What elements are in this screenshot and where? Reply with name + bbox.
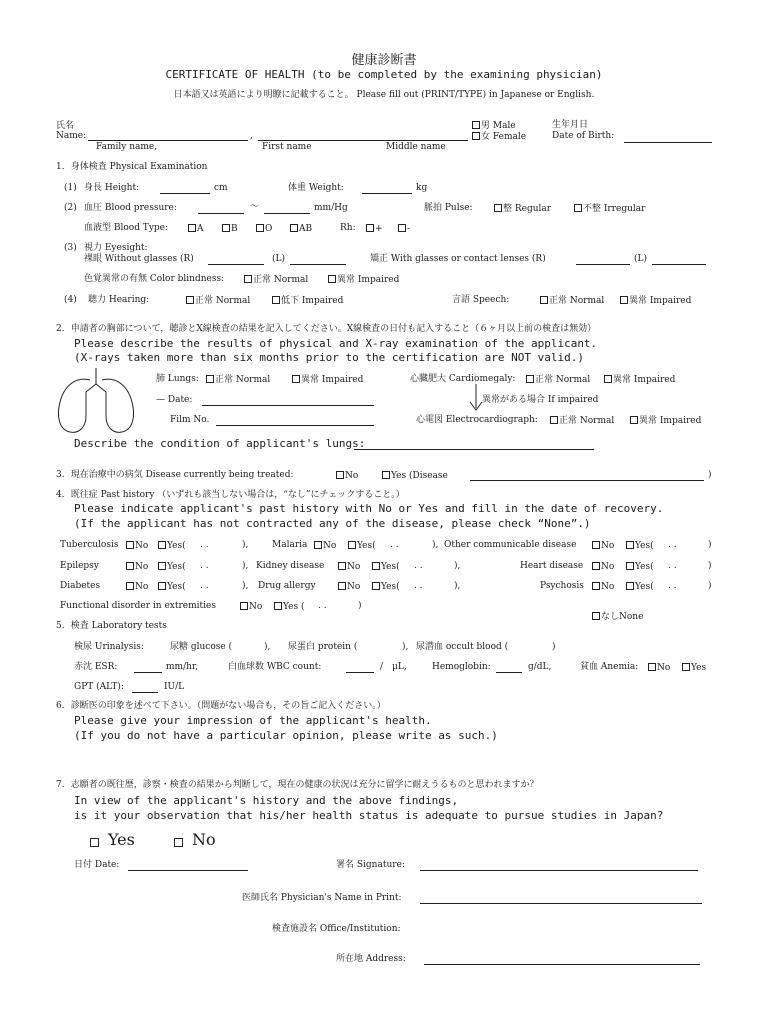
instruction-text: 日本語又は英語により明瞭に記載すること。 Please fill out (PRINT/TYPE) in Japanese or English. <box>173 90 595 100</box>
item-number: (1) <box>64 183 77 193</box>
epilepsy-no-option[interactable]: No <box>126 562 148 572</box>
family-name-field[interactable] <box>88 140 248 141</box>
paren: ) <box>708 581 712 591</box>
checkbox[interactable] <box>272 296 280 304</box>
psychosis-yes-option[interactable]: Yes( <box>626 582 654 592</box>
name-label-en: Name: <box>56 131 87 141</box>
adequate-yes-label: Yes <box>108 830 135 849</box>
paren: ), <box>402 642 409 652</box>
glucose-label: 尿糖 glucose ( <box>170 642 233 652</box>
color-normal-option[interactable]: 正常 Normal <box>244 275 308 285</box>
checkbox[interactable] <box>274 602 282 610</box>
checkbox[interactable] <box>292 375 300 383</box>
psychosis-no-option[interactable]: No <box>592 582 614 592</box>
date-label: 日付 Date: <box>74 860 120 870</box>
date-field[interactable] <box>128 870 248 871</box>
esr-label: 赤沈 ESR: <box>74 662 118 672</box>
family-name-caption: Family name, <box>96 142 158 152</box>
ecg-impaired-option[interactable]: 異常 Impaired <box>630 416 701 426</box>
checkbox[interactable] <box>604 375 612 383</box>
speech-normal-option[interactable]: 正常 Normal <box>540 296 604 306</box>
checkbox[interactable] <box>222 224 230 232</box>
checkbox[interactable] <box>244 275 252 283</box>
address-field[interactable] <box>424 964 700 965</box>
ul-unit: μL, <box>392 662 407 672</box>
disease-name-field[interactable] <box>470 480 704 481</box>
rh-minus-option[interactable]: - <box>398 224 410 234</box>
other-disease-label: Other communicable disease <box>444 540 577 550</box>
section2-note: (X-rays taken more than six months prior to the certification are NOT valid.) <box>74 351 584 364</box>
heart-no-option[interactable]: No <box>592 562 614 572</box>
checkbox[interactable] <box>366 224 374 232</box>
paren: ), <box>242 561 249 571</box>
checkbox[interactable] <box>158 541 166 549</box>
if-impaired-label: 異常がある場合 If impaired <box>482 395 599 405</box>
date-dots: . . <box>200 540 209 550</box>
section2-instruction: Please describe the results of physical and X-ray examination of the applicant. <box>74 337 598 350</box>
first-middle-name-field[interactable] <box>258 140 468 141</box>
checkbox[interactable] <box>348 541 356 549</box>
wbc-label: 白血球数 WBC count: <box>228 662 322 672</box>
anemia-yes-option[interactable]: Yes <box>682 663 706 673</box>
section4-instruction: Please indicate applicant's past history with No or Yes and fill in the date of recovery. <box>74 502 664 515</box>
lungs-impaired-option[interactable]: 異常 Impaired <box>292 375 363 385</box>
cardio-normal-option[interactable]: 正常 Normal <box>526 375 590 385</box>
checkbox[interactable] <box>626 582 634 590</box>
kidney-label: Kidney disease <box>256 561 325 571</box>
film-no-field[interactable] <box>216 425 374 426</box>
pulse-label: 脈拍 Pulse: <box>424 203 473 213</box>
address-label: 所在地 Address: <box>336 954 406 964</box>
date-dots: . . <box>668 540 677 550</box>
checkbox[interactable] <box>382 471 390 479</box>
checkbox[interactable] <box>372 562 380 570</box>
item-number: (4) <box>64 295 77 305</box>
checkbox[interactable] <box>592 541 600 549</box>
title-jp: 健康診断書 <box>351 53 417 68</box>
height-label: 身長 Height: <box>84 183 140 193</box>
drug-allergy-label: Drug allergy <box>258 581 316 591</box>
color-impaired-option[interactable]: 異常 Impaired <box>328 275 399 285</box>
functional-label: Functional disorder in extremities <box>60 601 216 611</box>
checkbox[interactable] <box>256 224 264 232</box>
checkbox[interactable] <box>206 375 214 383</box>
paren: ), <box>242 581 249 591</box>
corrected-right-field[interactable] <box>576 264 630 265</box>
psychosis-label: Psychosis <box>540 581 584 591</box>
paren: ) <box>708 561 712 571</box>
kg-unit: kg <box>416 183 428 193</box>
item-number: (2) <box>64 203 77 213</box>
drug-yes-option[interactable]: Yes( <box>372 582 400 592</box>
disease-yes-option[interactable]: Yes (Disease <box>382 471 448 481</box>
bp-diastolic-field[interactable] <box>264 213 310 214</box>
section6-instruction: Please give your impression of the applicant's health. <box>74 714 432 727</box>
checkbox[interactable] <box>648 663 656 671</box>
diabetes-no-option[interactable]: No <box>126 582 148 592</box>
checkbox[interactable] <box>186 296 194 304</box>
hemoglobin-field[interactable] <box>496 672 522 673</box>
checkbox[interactable] <box>626 541 634 549</box>
date-dots: . . <box>390 540 399 550</box>
functional-yes-option[interactable]: Yes ( <box>274 602 304 612</box>
section3-title: 3．現在治療中の病気 Disease currently being treated: <box>56 470 294 480</box>
hearing-normal-option[interactable]: 正常 Normal <box>186 296 250 306</box>
first-name-caption: First name <box>262 142 312 152</box>
male-checkbox[interactable] <box>472 121 480 129</box>
middle-name-caption: Middle name <box>386 142 446 152</box>
tb-no-option[interactable]: No <box>126 541 148 551</box>
physician-name-field[interactable] <box>420 903 702 904</box>
section2-title-jp: 2．申請者の胸部について，聴診とX線検査の結果を記入してください。X線検査の日付も記入すること（６ヶ月以上前の検査は無効） <box>56 324 597 334</box>
weight-label: 体重 Weight: <box>288 183 344 193</box>
naked-eye-label: 裸眼 Without glasses (R) <box>84 254 194 264</box>
cardiomegaly-label: 心臓肥大 Cardiomegaly: <box>410 374 516 384</box>
dob-label-jp: 生年月日 <box>552 120 589 130</box>
blood-b-option[interactable]: B <box>222 224 238 234</box>
section6-title-jp: 6．診断医の印象を述べて下さい。（問題がない場合も，その旨ご記入ください。） <box>56 701 386 711</box>
epilepsy-yes-option[interactable]: Yes( <box>158 562 186 572</box>
drug-no-option[interactable]: No <box>338 582 360 592</box>
checkbox[interactable] <box>592 612 600 620</box>
checkbox[interactable] <box>372 582 380 590</box>
checkbox[interactable] <box>630 416 638 424</box>
female-option[interactable]: 女 Female <box>472 132 526 142</box>
other-no-option[interactable]: No <box>592 541 614 551</box>
paren: ), <box>454 581 461 591</box>
signature-label: 署名 Signature: <box>336 860 405 870</box>
checkbox[interactable] <box>398 224 406 232</box>
date-dots: . . <box>668 581 677 591</box>
checkbox[interactable] <box>240 602 248 610</box>
section7-title-jp: 7．志願者の既往歴，診察・検査の結果から判断して，現在の健康の状況は充分に留学に耐えうるものと思われますか？ <box>56 780 539 790</box>
checkbox[interactable] <box>336 471 344 479</box>
section4-title-jp: 4．既往症 Past history （いずれも該当しない場合は，“なし”にチェックすること。） <box>56 490 405 500</box>
ecg-label: 心電図 Electrocardiograph: <box>416 415 538 425</box>
date-dots: . . <box>200 561 209 571</box>
height-field[interactable] <box>160 193 210 194</box>
corrected-label: 矯正 With glasses or contact lenses (R) <box>370 254 546 264</box>
checkbox[interactable] <box>626 562 634 570</box>
institution-label: 検査施設名 Office/Institution: <box>272 924 401 934</box>
naked-right-field[interactable] <box>208 264 264 265</box>
mmhg-unit: mm/Hg <box>314 203 348 213</box>
color-blindness-label: 色覚異常の有無 Color blindness: <box>84 274 225 284</box>
section1-title: 1．身体検査 Physical Examination <box>56 162 208 172</box>
paren: ) <box>708 470 712 480</box>
tilde: ～ <box>250 202 260 212</box>
blood-a-option[interactable]: A <box>188 224 204 234</box>
disease-no-option[interactable]: No <box>336 471 358 481</box>
mmhr-unit: mm/hr, <box>166 662 199 672</box>
iul-unit: IU/L <box>164 682 185 692</box>
checkbox[interactable] <box>158 562 166 570</box>
none-option[interactable]: なしNone <box>592 612 643 622</box>
checkbox[interactable] <box>328 275 336 283</box>
dob-field[interactable] <box>624 142 712 143</box>
lungs-condition-label: Describe the condition of applicant's lungs: <box>74 437 366 450</box>
paren: ), <box>242 540 249 550</box>
xray-date-field[interactable] <box>202 405 374 406</box>
name-label-jp: 氏名 <box>56 121 75 131</box>
speech-label: 言語 Speech: <box>452 295 510 305</box>
lungs-normal-option[interactable]: 正常 Normal <box>206 375 270 385</box>
ecg-normal-option[interactable]: 正常 Normal <box>550 416 614 426</box>
malaria-no-option[interactable]: No <box>314 541 336 551</box>
urinalysis-label: 検尿 Urinalysis: <box>74 642 144 652</box>
checkbox[interactable] <box>540 296 548 304</box>
left-eye-label: (L) <box>634 254 647 264</box>
paren: ), <box>432 540 439 550</box>
checkbox[interactable] <box>526 375 534 383</box>
kidney-no-option[interactable]: No <box>338 562 360 572</box>
section4-note: (If the applicant has not contracted any of the disease, please check “None”.) <box>74 517 591 530</box>
date-dots: . . <box>318 601 327 611</box>
checkbox[interactable] <box>290 224 298 232</box>
gdl-unit: g/dL, <box>528 662 552 672</box>
cardio-impaired-option[interactable]: 異常 Impaired <box>604 375 675 385</box>
speech-impaired-option[interactable]: 異常 Impaired <box>620 296 691 306</box>
adequate-no-checkbox[interactable] <box>174 838 183 847</box>
malaria-label: Malaria <box>272 540 308 550</box>
xray-date-label: — Date: <box>156 395 193 405</box>
checkbox[interactable] <box>592 562 600 570</box>
checkbox[interactable] <box>338 562 346 570</box>
date-dots: . . <box>668 561 677 571</box>
blood-ab-option[interactable]: AB <box>290 224 312 234</box>
corrected-left-field[interactable] <box>652 264 706 265</box>
signature-field[interactable] <box>420 870 698 871</box>
hemoglobin-label: Hemoglobin: <box>432 662 491 672</box>
paren: ) <box>358 601 362 611</box>
lungs-condition-field[interactable] <box>354 449 594 450</box>
blood-o-option[interactable]: O <box>256 224 272 234</box>
anemia-no-option[interactable]: No <box>648 663 670 673</box>
section7-question-line2: is it your observation that his/her health status is adequate to pursue studies in Japan? <box>74 809 664 822</box>
bp-systolic-field[interactable] <box>198 213 244 214</box>
paren: ) <box>708 540 712 550</box>
pulse-irregular-option[interactable]: 不整 Irregular <box>574 204 645 214</box>
checkbox[interactable] <box>682 663 690 671</box>
female-checkbox[interactable] <box>472 132 480 140</box>
eyesight-label: 視力 Eyesight: <box>84 243 148 253</box>
bp-label: 血圧 Blood pressure: <box>84 203 177 213</box>
protein-label: 尿蛋白 protein ( <box>288 642 358 652</box>
checkbox[interactable] <box>314 541 322 549</box>
gpt-label: GPT (ALT): <box>74 682 124 692</box>
other-yes-option[interactable]: Yes( <box>626 541 654 551</box>
date-dots: . . <box>414 561 423 571</box>
adequate-yes-checkbox[interactable] <box>90 838 99 847</box>
male-option[interactable]: 男 Male <box>472 121 516 131</box>
left-eye-label: (L) <box>272 254 285 264</box>
film-no-label: Film No. <box>170 415 210 425</box>
blood-type-label: 血液型 Blood Type: <box>84 223 169 233</box>
heart-label: Heart disease <box>520 561 584 571</box>
checkbox[interactable] <box>338 582 346 590</box>
checkbox[interactable] <box>126 541 134 549</box>
adequate-no-label: No <box>192 830 216 849</box>
tb-label: Tuberculosis <box>60 540 119 550</box>
paren: ), <box>454 561 461 571</box>
diabetes-yes-option[interactable]: Yes( <box>158 582 186 592</box>
weight-field[interactable] <box>362 193 412 194</box>
checkbox[interactable] <box>550 416 558 424</box>
tb-yes-option[interactable]: Yes( <box>158 541 186 551</box>
cm-unit: cm <box>214 183 228 193</box>
naked-left-field[interactable] <box>290 264 346 265</box>
wbc-field[interactable] <box>346 672 374 673</box>
checkbox[interactable] <box>574 204 582 212</box>
anemia-label: 貧血 Anemia: <box>580 662 639 672</box>
section7-question-line1: In view of the applicant's history and the above findings, <box>74 794 459 807</box>
comma: , <box>250 131 253 141</box>
lungs-label: 肺 Lungs: <box>156 374 199 384</box>
slash: / <box>380 662 384 672</box>
paren: ) <box>552 642 556 652</box>
lungs-icon <box>46 366 146 436</box>
checkbox[interactable] <box>494 204 502 212</box>
section6-note: (If you do not have a particular opinion, please write as such.) <box>74 729 498 742</box>
checkbox[interactable] <box>188 224 196 232</box>
malaria-yes-option[interactable]: Yes( <box>348 541 376 551</box>
heart-yes-option[interactable]: Yes( <box>626 562 654 572</box>
occult-blood-label: 尿潜血 occult blood ( <box>416 642 509 652</box>
kidney-yes-option[interactable]: Yes( <box>372 562 400 572</box>
title-en: CERTIFICATE OF HEALTH (to be completed by the examining physician) <box>165 68 603 81</box>
checkbox[interactable] <box>620 296 628 304</box>
gpt-field[interactable] <box>132 692 158 693</box>
date-dots: . . <box>414 581 423 591</box>
checkbox[interactable] <box>158 582 166 590</box>
checkbox[interactable] <box>592 582 600 590</box>
diabetes-label: Diabetes <box>60 581 101 591</box>
section5-title: 5．検査 Laboratory tests <box>56 621 167 631</box>
hearing-label: 聴力 Hearing: <box>88 295 150 305</box>
esr-field[interactable] <box>134 672 162 673</box>
checkbox[interactable] <box>126 562 134 570</box>
dob-label-en: Date of Birth: <box>552 131 615 141</box>
functional-no-option[interactable]: No <box>240 602 262 612</box>
paren: ), <box>264 642 271 652</box>
hearing-impaired-option[interactable]: 低下 Impaired <box>272 296 343 306</box>
physician-name-label: 医師氏名 Physician's Name in Print: <box>242 893 402 903</box>
rh-label: Rh: <box>340 223 356 233</box>
checkbox[interactable] <box>126 582 134 590</box>
date-dots: . . <box>200 581 209 591</box>
epilepsy-label: Epilepsy <box>60 561 99 571</box>
pulse-regular-option[interactable]: 整 Regular <box>494 204 551 214</box>
item-number: (3) <box>64 243 77 253</box>
rh-plus-option[interactable]: + <box>366 224 383 234</box>
